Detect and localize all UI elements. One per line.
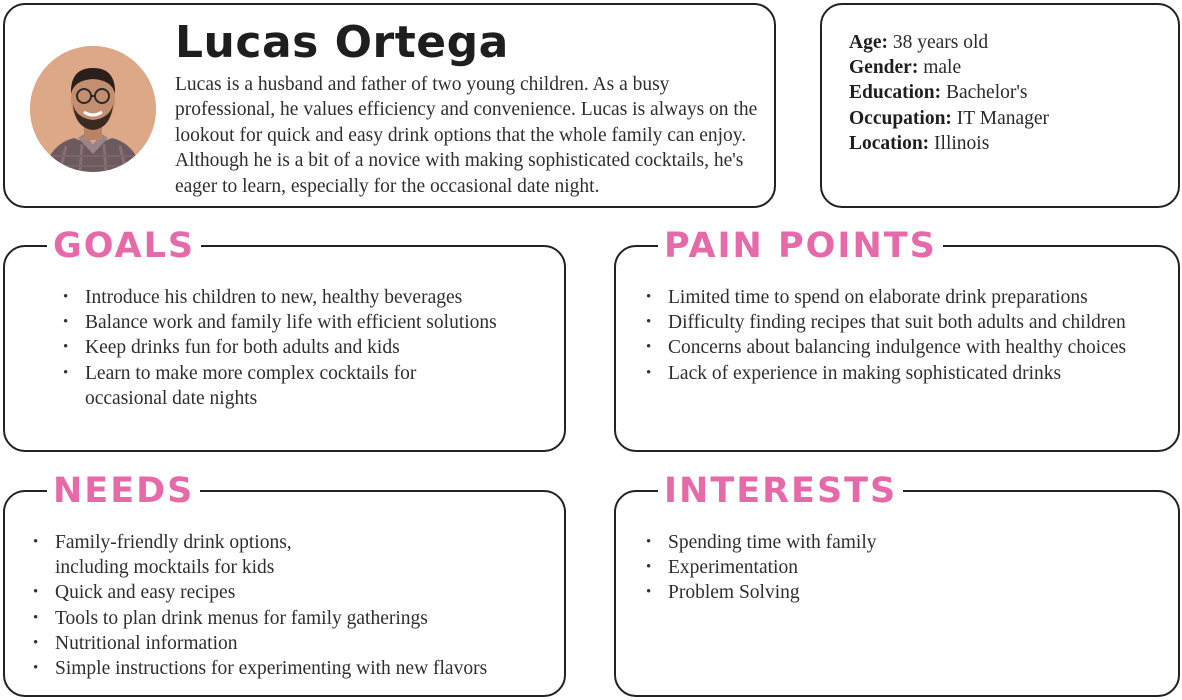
- demographic-label: Gender:: [849, 57, 919, 79]
- list-item: • Limited time to spend on elaborate drink preparations: [646, 285, 1171, 310]
- persona-header-card: [3, 3, 776, 208]
- demographic-education: [849, 80, 1049, 105]
- pain-points-list: [646, 285, 1171, 386]
- list-item: • Nutritional information: [33, 631, 553, 656]
- list-item: • Problem Solving: [646, 580, 1166, 605]
- avatar: [30, 46, 156, 172]
- demographic-label: Education:: [849, 82, 942, 104]
- demographic-gender: [849, 55, 1049, 80]
- pain-points-title: PAIN POINTS: [658, 227, 943, 265]
- persona-name: Lucas Ortega: [175, 17, 509, 68]
- demographic-value: 38 years old: [892, 32, 989, 53]
- list-item: • Family-friendly drink options, including mocktails for kids: [33, 530, 313, 580]
- demographics-card: [820, 3, 1180, 208]
- demographic-location: [849, 131, 1049, 156]
- goals-card: [3, 226, 566, 452]
- list-item: • Balance work and family life with efficient solutions: [63, 310, 503, 335]
- persona-bio: Lucas is a husband and father of two young children. As a busy professional, he values efficiency and convenience. Lucas is always on the lookout for quick and easy drink options that the whole family can enjoy. Although he is a bit of a novice with making sophisticated cocktails, he's eager to learn, especially for the occasional date night.: [175, 74, 758, 197]
- demographic-label: Age:: [849, 32, 888, 53]
- demographic-label: Location:: [849, 132, 930, 154]
- demographic-occupation: [849, 106, 1049, 131]
- demographics-list: [849, 30, 1049, 156]
- demographic-value: Illinois: [934, 132, 990, 154]
- list-item: • Simple instructions for experimenting with new flavors: [33, 656, 553, 681]
- interests-list: [646, 530, 1166, 606]
- demographic-value: Bachelor's: [945, 82, 1028, 104]
- interests-card: [614, 471, 1180, 697]
- list-item: • Keep drinks fun for both adults and kids: [63, 335, 503, 360]
- goals-list: [63, 285, 503, 411]
- person-photo-icon: [30, 46, 156, 172]
- demographic-value: IT Manager: [956, 107, 1050, 129]
- needs-title: NEEDS: [47, 472, 200, 510]
- list-item: • Introduce his children to new, healthy beverages: [63, 285, 503, 310]
- demographic-age: [849, 30, 1049, 55]
- demographic-value: male: [923, 57, 962, 79]
- list-item: • Spending time with family: [646, 530, 1166, 555]
- demographic-label: Occupation:: [849, 107, 952, 129]
- list-item: • Concerns about balancing indulgence with healthy choices: [646, 335, 1171, 360]
- list-item: • Tools to plan drink menus for family gatherings: [33, 606, 553, 631]
- needs-card: [3, 471, 566, 697]
- goals-title: GOALS: [47, 227, 201, 265]
- pain-points-card: [614, 226, 1180, 452]
- list-item: • Quick and easy recipes: [33, 580, 553, 605]
- list-item: • Experimentation: [646, 555, 1166, 580]
- needs-list: [33, 530, 553, 681]
- list-item: • Lack of experience in making sophisticated drinks: [646, 361, 1171, 386]
- list-item: • Difficulty finding recipes that suit both adults and children: [646, 310, 1171, 335]
- interests-title: INTERESTS: [658, 472, 903, 510]
- list-item: • Learn to make more complex cocktails for occasional date nights: [63, 361, 503, 411]
